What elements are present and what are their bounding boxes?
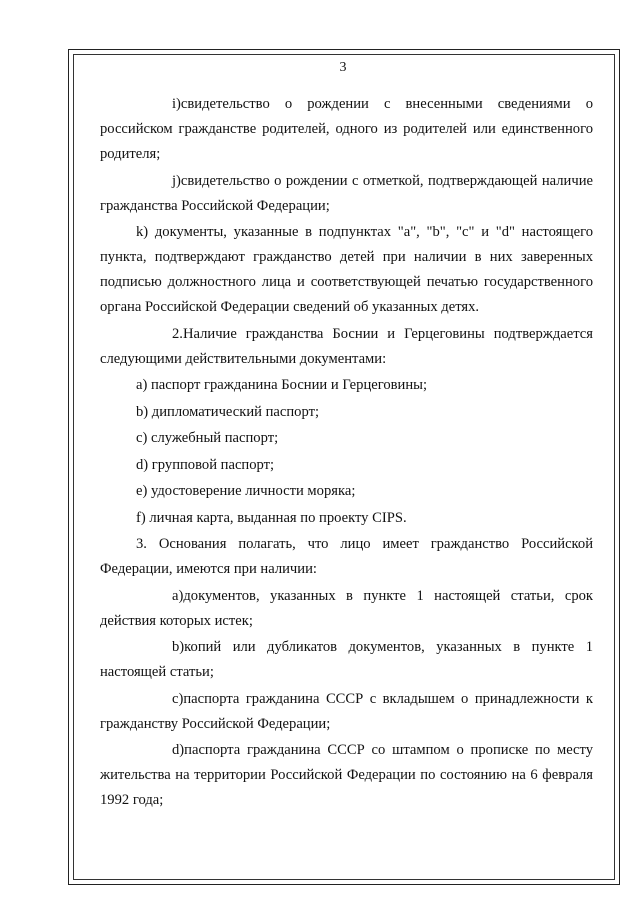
- paragraph-3d: [100, 738, 593, 813]
- page-number: 3: [339, 60, 347, 75]
- list-item-a: [100, 373, 593, 398]
- list-marker: i): [172, 96, 181, 112]
- paragraph-text: Наличие гражданства Боснии и Герцеговины подтверждается следующими действительными документами:: [100, 325, 593, 367]
- paragraph-text: свидетельство о рождении с отметкой, подтверждающей наличие гражданства Российской Федерации;: [100, 172, 593, 214]
- paragraph-text: копий или дубликатов документов, указанных в пункте 1 настоящей статьи;: [100, 639, 593, 680]
- paragraph-text: a) паспорт гражданина Боснии и Герцеговины;: [136, 377, 428, 393]
- list-marker: c): [172, 690, 184, 707]
- paragraph-text: b) дипломатический паспорт;: [136, 403, 319, 420]
- paragraph-text: паспорта гражданина СССР со штампом о прописке по месту жительства на территории Российской Федерации по состоянию на 6 февраля 1992 года;: [100, 742, 593, 808]
- paragraph-text: свидетельство о рождении с внесенными сведениями о российском гражданстве родителей, одного из родителей или единственного родителя;: [100, 96, 593, 162]
- paragraph-3a: [100, 584, 593, 634]
- paragraph-text: документов, указанных в пункте 1 настоящей статьи, срок действия которых истек;: [100, 587, 593, 629]
- paragraph-text: e) удостоверение личности моряка;: [136, 483, 356, 499]
- paragraph-text: d) групповой паспорт;: [136, 456, 275, 473]
- paragraph-text: c) служебный паспорт;: [136, 430, 279, 446]
- paragraph-text: паспорта гражданина СССР с вкладышем о принадлежности к гражданству Российской Федерации;: [100, 690, 593, 732]
- list-item-b: [100, 400, 593, 425]
- list-item-f: [100, 506, 593, 531]
- list-item-d: [100, 453, 593, 478]
- paragraph-i: [100, 92, 593, 167]
- list-marker: j): [172, 172, 181, 189]
- paragraph-3: [100, 532, 593, 582]
- paragraph-3c: [100, 687, 593, 737]
- paragraph-2: [100, 322, 593, 372]
- paragraph-text: f) личная карта, выданная по проекту CIPS.: [136, 509, 407, 526]
- paragraph-k: [100, 220, 593, 320]
- paragraph-text: 3. Основания полагать, что лицо имеет гражданство Российской Федерации, имеются при наличии:: [100, 536, 593, 577]
- list-item-e: [100, 479, 593, 504]
- list-marker: 2.: [172, 325, 183, 342]
- document-body: [100, 92, 593, 815]
- list-item-c: [100, 426, 593, 451]
- list-marker: b): [172, 639, 185, 655]
- paragraph-3b: [100, 635, 593, 685]
- paragraph-j: [100, 169, 593, 219]
- paragraph-text: k) документы, указанные в подпунктах "a", "b", "c" и "d" настоящего пункта, подтверждают гражданство детей при наличии в них заверенных подписью должностного лица и соответствующей печатью государственного органа Российской Федерации сведений об указанных детях.: [100, 224, 593, 315]
- list-marker: d): [172, 742, 185, 758]
- list-marker: a): [172, 587, 184, 604]
